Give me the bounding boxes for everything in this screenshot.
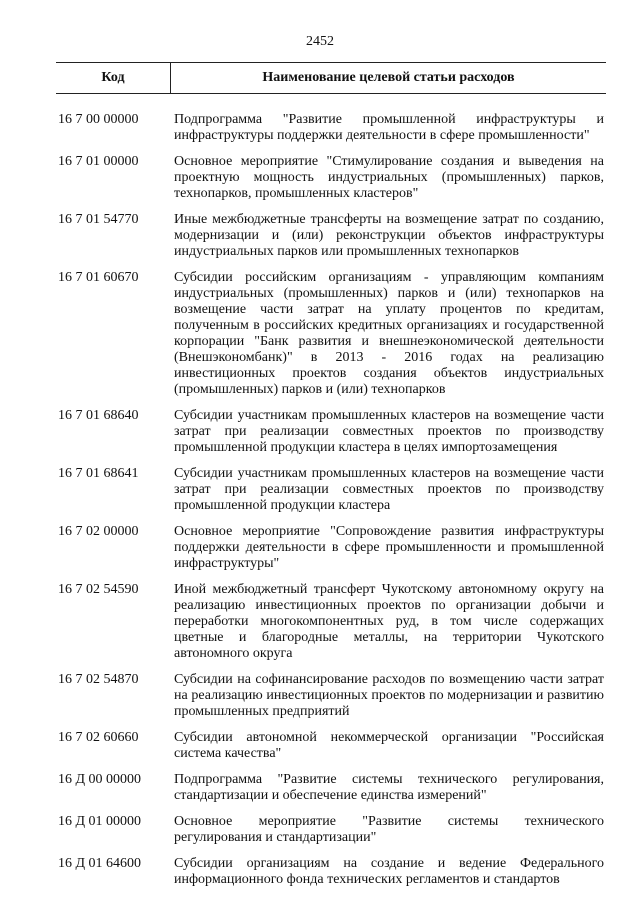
row-name: Основное мероприятие "Сопровождение развития инфраструктуры поддержки деятельности в сфере промышленности и промышленной инфраструктуры"	[174, 524, 604, 571]
row-name: Субсидии российским организациям - управляющим компаниям индустриальных (промышленных) парков и (или) технопарков на возмещение части затрат на уплату процентов по кредитам, полученным в российских кредитных организациях и государственной корпорации "Банк развития и внешнеэкономической деятельности (Внешэкономбанк)" в 2013 - 2016 годах на реализацию инвестиционных проектов создания объектов индустриальных (промышленных) парков и (или) технопарков	[174, 270, 604, 397]
row-code: 16 7 01 68640	[58, 408, 139, 423]
row-code: 16 7 01 60670	[58, 270, 139, 285]
row-code: 16 7 02 00000	[58, 524, 139, 539]
table-header	[56, 62, 606, 94]
row-name: Основное мероприятие "Стимулирование создания и выведения на проектную мощность индустриальных (промышленных) парков, технопарков, промышленных кластеров"	[174, 154, 604, 201]
page-number: 2452	[306, 34, 334, 49]
row-name: Субсидии участникам промышленных кластеров на возмещение части затрат при реализации совместных проектов по производству промышленной продукции кластера в целях импортозамещения	[174, 408, 604, 455]
row-name: Субсидии автономной некоммерческой организации "Российская система качества"	[174, 730, 604, 761]
table-row	[56, 772, 606, 804]
row-code: 16 7 01 68641	[58, 466, 139, 481]
row-code: 16 7 00 00000	[58, 112, 139, 127]
table-row	[56, 408, 606, 456]
header-name: Наименование целевой статьи расходов	[262, 70, 515, 85]
table-row	[56, 856, 606, 888]
table-row	[56, 270, 606, 398]
row-name: Иные межбюджетные трансферты на возмещение затрат по созданию, модернизации и (или) реконструкции объектов инфраструктуры индустриальных парков или промышленных технопарков	[174, 212, 604, 259]
table-row	[56, 582, 606, 662]
row-code: 16 7 01 54770	[58, 212, 139, 227]
row-name: Субсидии организациям на создание и ведение Федерального информационного фонда технических регламентов и стандартов	[174, 856, 604, 887]
row-code: 16 Д 01 64600	[58, 856, 142, 871]
row-name: Подпрограмма "Развитие системы технического регулирования, стандартизации и обеспечение единства измерений"	[174, 772, 604, 803]
table-row	[56, 524, 606, 572]
row-code: 16 7 02 54870	[58, 672, 139, 687]
row-name: Основное мероприятие "Развитие системы технического регулирования и стандартизации"	[174, 814, 604, 845]
table-body	[56, 112, 606, 898]
table-row	[56, 814, 606, 846]
row-code: 16 Д 01 00000	[58, 814, 142, 829]
table-row	[56, 730, 606, 762]
row-name: Подпрограмма "Развитие промышленной инфраструктуры и инфраструктуры поддержки деятельности в сфере промышленности"	[174, 112, 604, 143]
row-name: Иной межбюджетный трансферт Чукотскому автономному округу на реализацию инвестиционных проектов по организации добычи и переработки многокомпонентных руд, в том числе содержащих цветные и благородные металлы, на территории Чукотского автономного округа	[174, 582, 604, 661]
table-row	[56, 154, 606, 202]
header-code: Код	[56, 63, 171, 93]
row-code: 16 7 02 54590	[58, 582, 139, 597]
row-name: Субсидии участникам промышленных кластеров на возмещение части затрат при реализации совместных проектов по производству промышленной продукции кластера	[174, 466, 604, 513]
table-row	[56, 112, 606, 144]
row-code: 16 7 02 60660	[58, 730, 139, 745]
table-row	[56, 212, 606, 260]
row-code: 16 7 01 00000	[58, 154, 139, 169]
row-code: 16 Д 00 00000	[58, 772, 142, 787]
row-name: Субсидии на софинансирование расходов по возмещению части затрат на реализацию инвестиционных проектов по модернизации и развитию промышленных предприятий	[174, 672, 604, 719]
table-row	[56, 672, 606, 720]
table-row	[56, 466, 606, 514]
